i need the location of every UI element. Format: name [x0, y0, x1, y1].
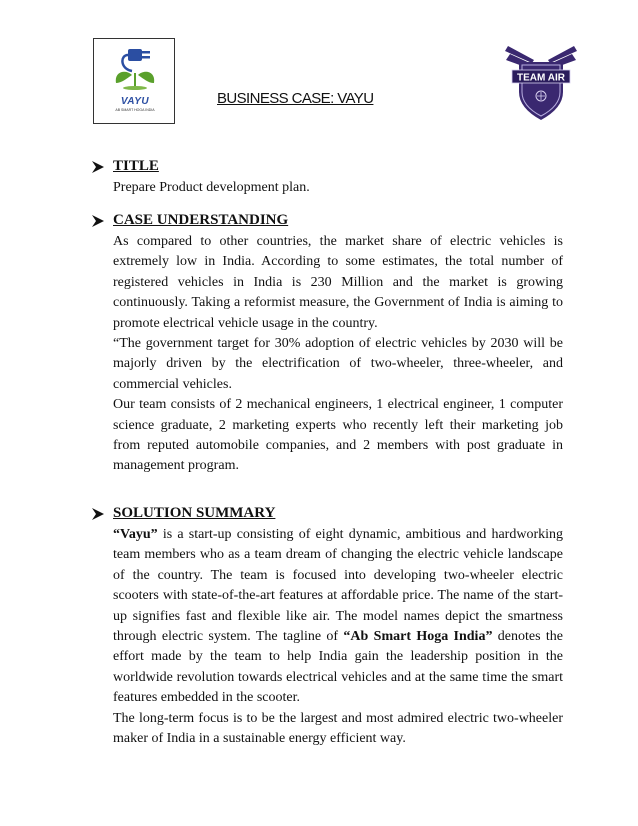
section-title: [92, 158, 572, 198]
tagline-bold: “Ab Smart Hoga India”: [343, 629, 493, 645]
arrow-bullet-icon: [92, 215, 104, 227]
vayu-logo-tagline: AB SMART HOGA INDIA: [115, 108, 155, 112]
plug-leaf-icon: [94, 39, 176, 99]
team-air-logo-text: TEAM AIR: [517, 72, 565, 84]
arrow-bullet-icon: [92, 161, 104, 173]
team-air-emblem-icon: [502, 40, 580, 122]
arrow-bullet-icon: [92, 508, 104, 520]
section-paragraph: Our team consists of 2 mechanical engineers, 1 electrical engineer, 1 computer science graduate, 2 marketing experts who recently left their marketing job from reputed automobile companies, and 2 members with post graduate in management program.: [113, 397, 563, 474]
vayu-name-bold: “Vayu”: [113, 527, 158, 542]
paragraph-text: denotes the effort made by the team to help India gain the leadership position in the worldwide revolution towards electrical vehicles and at the same time the smart features embedded in the scooter.: [113, 629, 563, 706]
section-paragraph: “The government target for 30% adoption of electric vehicles by 2030 will be majorly driven by the electrification of two-wheeler, three-wheeler, and commercial vehicles.: [113, 336, 563, 392]
section-paragraph: The long-term focus is to be the largest and most admired electric two-wheeler maker of India in a sustainable energy efficient way.: [113, 710, 563, 747]
section-solution-summary: [92, 505, 572, 749]
section-paragraph: Prepare Product development plan.: [113, 180, 310, 195]
section-heading: CASE UNDERSTANDING: [113, 212, 289, 228]
vayu-logo-text: VAYU: [120, 96, 150, 107]
section-case-understanding: [92, 212, 572, 477]
page-title: BUSINESS CASE: VAYU: [217, 90, 374, 107]
section-heading: TITLE: [113, 158, 159, 174]
section-paragraph: [113, 525, 563, 709]
section-paragraph: As compared to other countries, the market share of electric vehicles is extremely low in India. According to some estimates, the total number of registered vehicles in India is 230 Million and the market is growing continuously. Taking a reformist measure, the Government of India is aiming to promote electrical vehicle usage in the country.: [113, 234, 563, 331]
team-air-logo: [502, 40, 580, 122]
section-heading: SOLUTION SUMMARY: [113, 505, 276, 521]
vayu-logo: [93, 38, 175, 124]
paragraph-text: is a start-up consisting of eight dynamic, ambitious and hardworking team members who as a team dream of changing the electric vehicle landscape of the country. The team is focused into developing two-wheeler electric scooters with state-of-the-art features at affordable price. The name of the start-up signifies fast and flexible like air. The model names depict the smartness through electric system. The tagline of: [113, 527, 563, 645]
